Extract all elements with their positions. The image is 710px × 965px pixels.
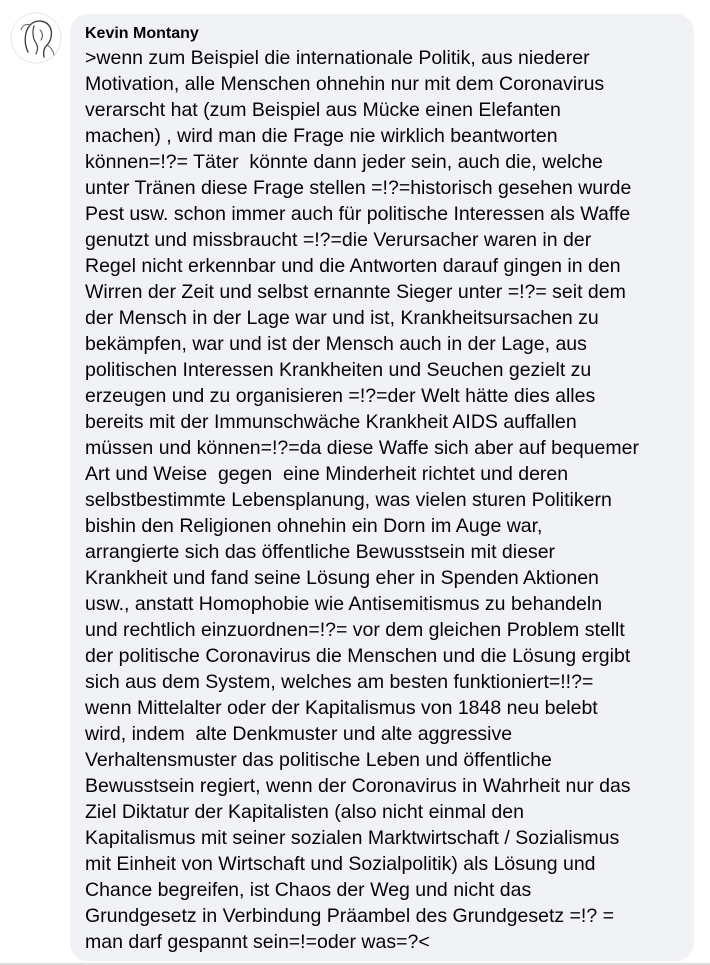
comment-line: wird, indem alte Denkmuster und alte aggressive — [85, 723, 513, 745]
comment-line: Verhaltensmuster das politische Leben und öffentliche — [85, 749, 552, 771]
comment-line: erzeugen und zu organisieren =!?=der Welt hätte dies alles — [85, 385, 596, 407]
comment-line: wenn Mittelalter oder der Kapitalismus von 1848 neu belebt — [85, 697, 598, 719]
comment-line: selbstbestimmte Lebensplanung, was vielen sturen Politikern — [85, 489, 612, 511]
comment-line: der politische Coronavirus die Menschen und die Lösung ergibt — [85, 645, 631, 667]
comment-line: usw., anstatt Homophobie wie Antisemitismus zu behandeln — [85, 593, 603, 615]
comment-line: unter Tränen diese Frage stellen =!?=historisch gesehen wurde — [85, 177, 632, 199]
comment-line: man darf gespannt sein=!=oder was=?< — [85, 931, 430, 953]
comment-line: Krankheit und fand seine Lösung eher in Spenden Aktionen — [85, 567, 599, 589]
comment-bubble — [70, 14, 694, 961]
comment-line: sich aus dem System, welches am besten funktioniert=!!?= — [85, 671, 594, 693]
comment-line: Kapitalismus mit seiner sozialen Marktwirtschaft / Sozialismus — [85, 827, 620, 849]
comment-line: bishin den Religionen ohnehin ein Dorn im Auge war, — [85, 515, 543, 537]
comment-line: genutzt und missbraucht =!?=die Verursacher waren in der — [85, 229, 592, 251]
comment-line: Grundgesetz in Verbindung Präambel des Grundgesetz =!? = — [85, 905, 615, 927]
comment-text — [85, 45, 682, 955]
comment-line: Bewusstsein regiert, wenn der Coronavirus in Wahrheit nur das — [85, 775, 631, 797]
comment-line: verarscht hat (zum Beispiel aus Mücke einen Elefanten — [85, 99, 561, 121]
comment-line: können=!?= Täter könnte dann jeder sein, auch die, welche — [85, 151, 603, 173]
comment-line: und rechtlich einzuordnen=!?= vor dem gleichen Problem stellt — [85, 619, 625, 641]
comment-line: Wirren der Zeit und selbst ernannte Sieger unter =!?= seit dem — [85, 281, 626, 303]
comment-line: machen) , wird man die Frage nie wirklich beantworten — [85, 125, 558, 147]
comment-author[interactable]: Kevin Montany — [85, 25, 199, 42]
comment-line: >wenn zum Beispiel die internationale Politik, aus niederer — [85, 47, 590, 69]
comment-line: Chance begreifen, ist Chaos der Weg und nicht das — [85, 879, 532, 901]
comment-line: bekämpfen, war und ist der Mensch auch in der Lage, aus — [85, 333, 587, 355]
profile-sketch-icon — [10, 12, 62, 64]
comment-line: der Mensch in der Lage war und ist, Krankheitsursachen zu — [85, 307, 599, 329]
comment-line: Pest usw. schon immer auch für politische Interessen als Waffe — [85, 203, 631, 225]
comment-line: Art und Weise gegen eine Minderheit richtet und deren — [85, 463, 569, 485]
comment-line: müssen und können=!?=da diese Waffe sich aber auf bequemer — [85, 437, 639, 459]
comment-line: Motivation, alle Menschen ohnehin nur mit dem Coronavirus — [85, 73, 605, 95]
comment-line: arrangierte sich das öffentliche Bewusstsein mit dieser — [85, 541, 556, 563]
comment-line: Ziel Diktatur der Kapitalisten (also nicht einmal den — [85, 801, 524, 823]
comment-line: mit Einheit von Wirtschaft und Sozialpolitik) als Lösung und — [85, 853, 596, 875]
avatar[interactable] — [10, 12, 62, 64]
comment-line: Regel nicht erkennbar und die Antworten darauf gingen in den — [85, 255, 621, 277]
comment-line: politischen Interessen Krankheiten und Seuchen gezielt zu — [85, 359, 592, 381]
comment-line: bereits mit der Immunschwäche Krankheit AIDS auffallen — [85, 411, 577, 433]
